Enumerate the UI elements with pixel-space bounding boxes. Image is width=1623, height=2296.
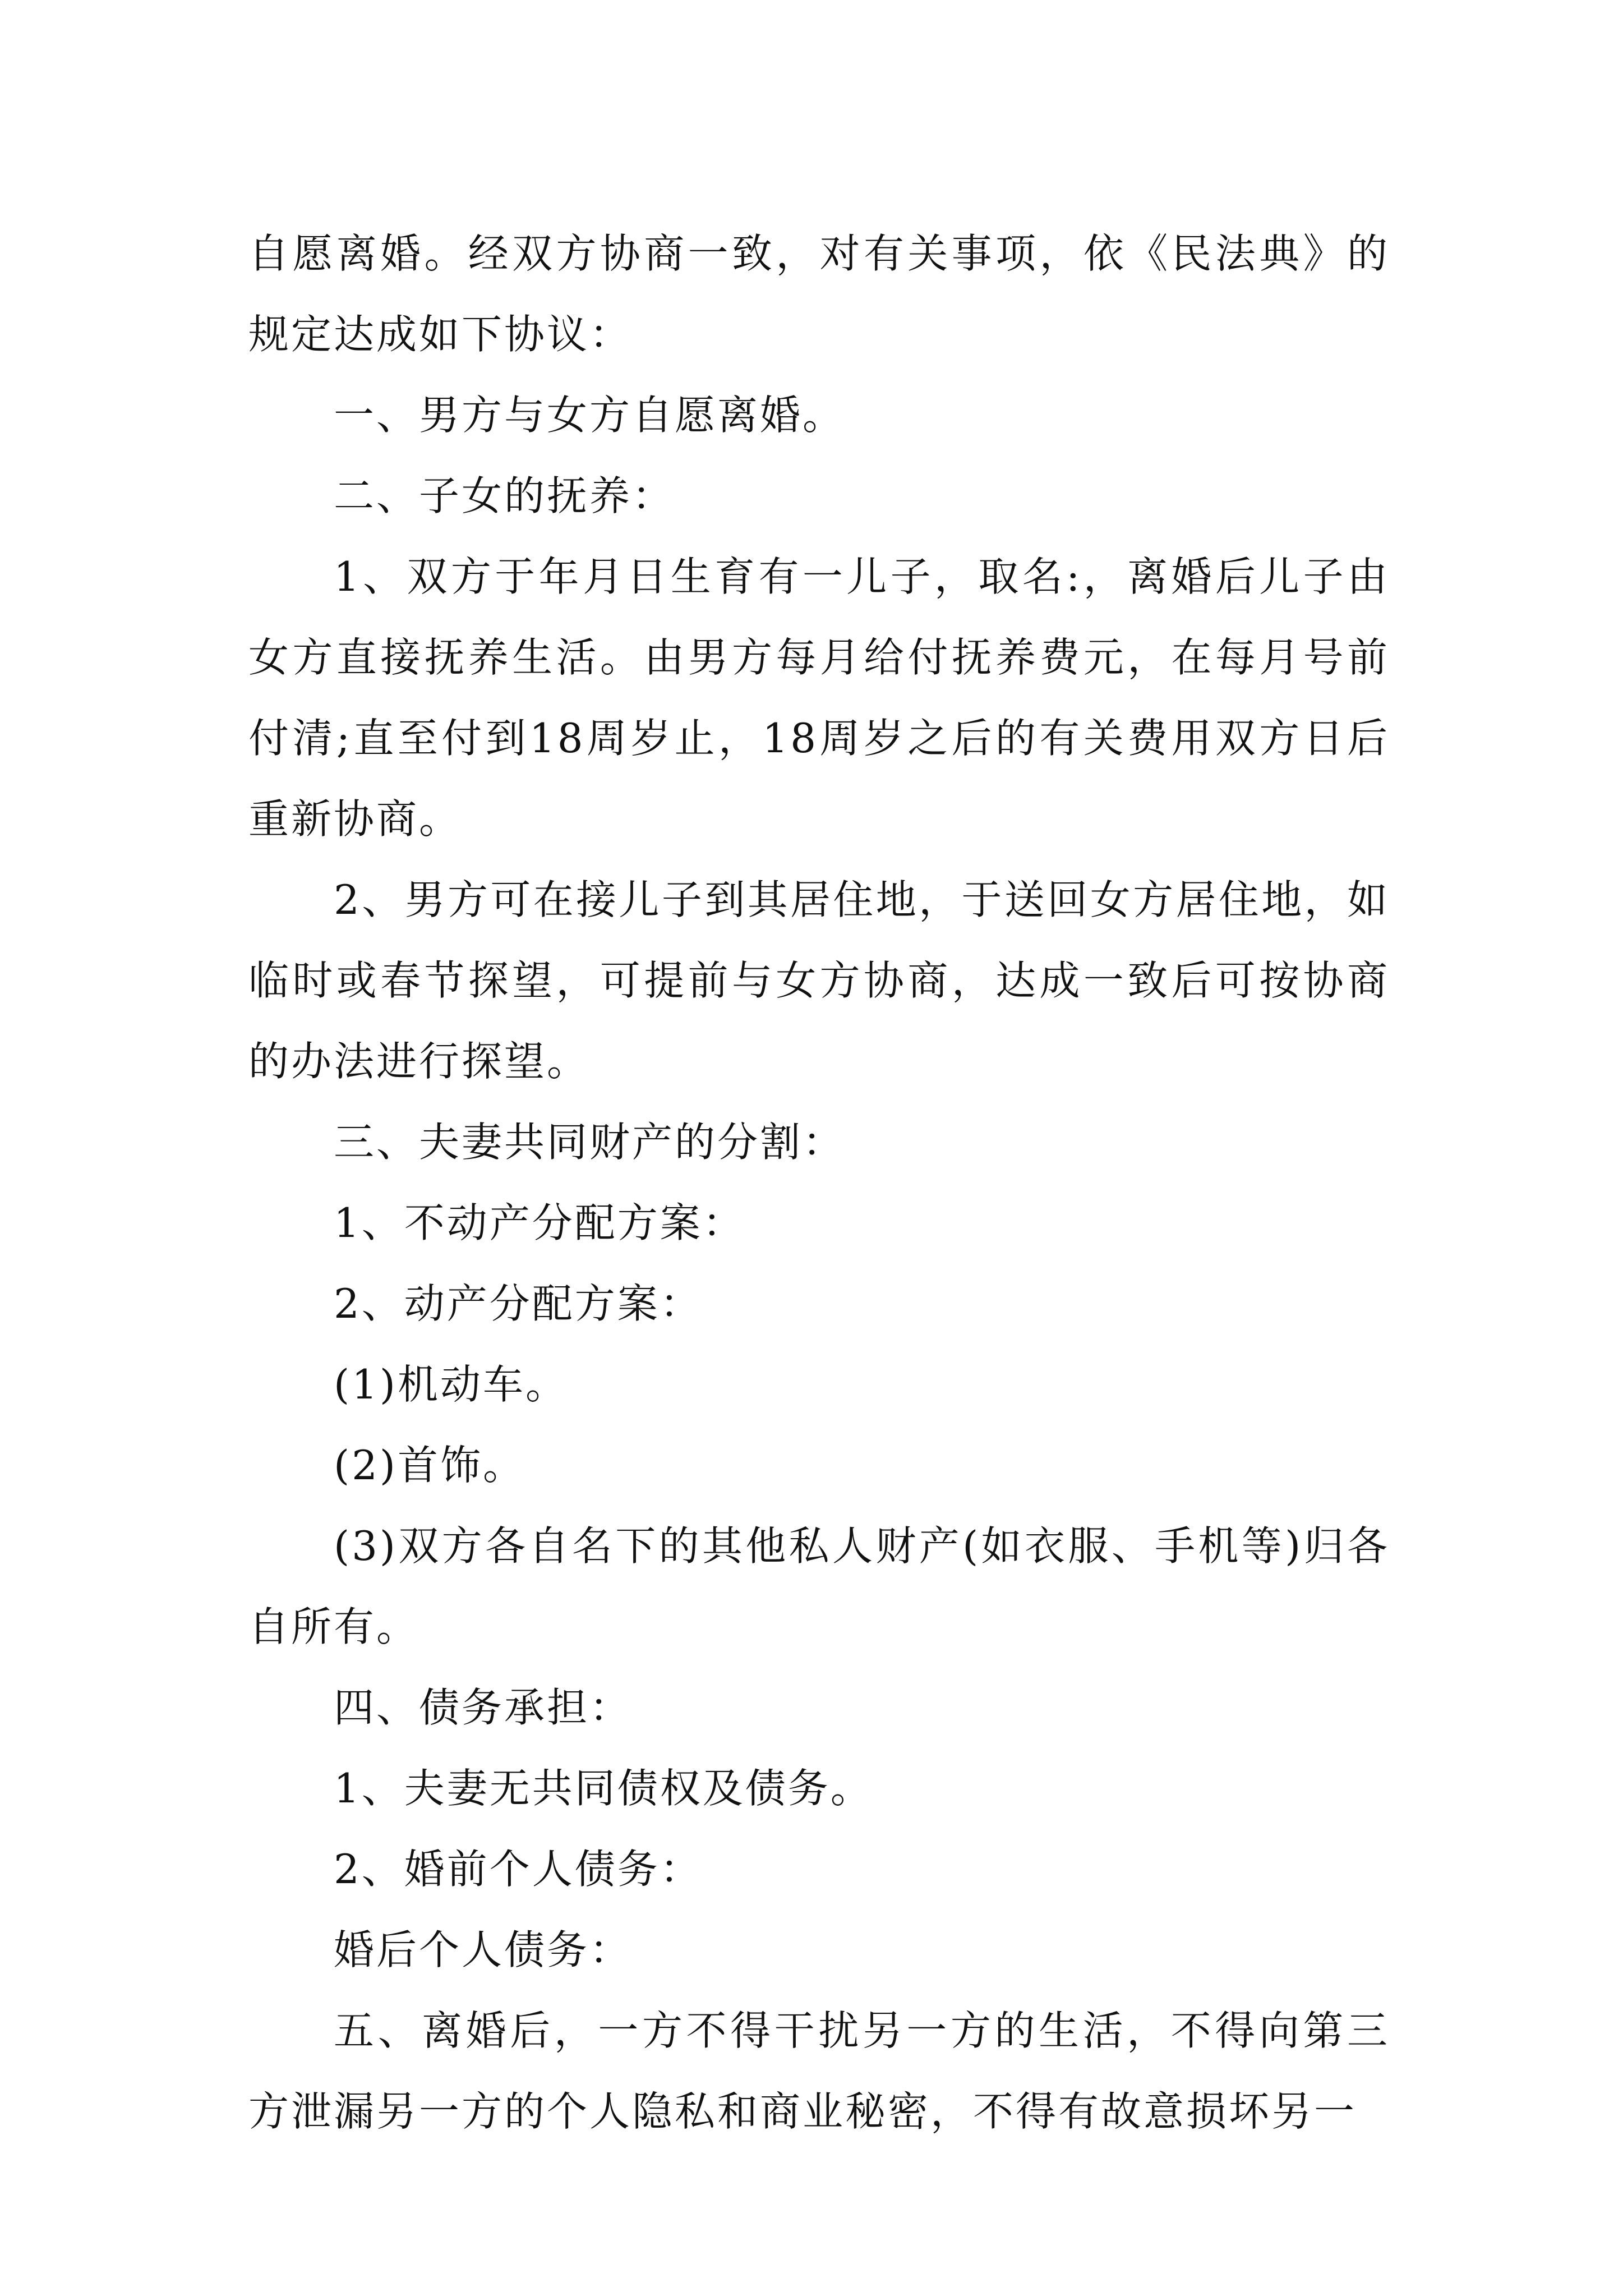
- paragraph-visitation: 2、男方可在接儿子到其居住地，于送回女方居住地，如临时或春节探望，可提前与女方协商，达成一致后可按协商的办法进行探望。: [248, 876, 1390, 1085]
- paragraph-personal-property: (3)双方各自名下的其他私人财产(如衣服、手机等)归各自所有。: [248, 1522, 1390, 1650]
- paragraph-clause-3-heading: 三、夫妻共同财产的分割：: [334, 1119, 846, 1166]
- paragraph-vehicle: (1)机动车。: [334, 1361, 568, 1408]
- paragraph-clause-4-heading: 四、债务承担：: [334, 1684, 633, 1731]
- paragraph-clause-5: 五、离婚后，一方不得干扰另一方的生活，不得向第三方泄漏另一方的个人隐私和商业秘密，不得有故意损坏另一: [248, 2007, 1390, 2135]
- paragraph-jewelry: (2)首饰。: [334, 1442, 525, 1489]
- paragraph-clause-2-heading: 二、子女的抚养：: [334, 472, 675, 519]
- paragraph-real-estate: 1、不动产分配方案：: [334, 1199, 745, 1246]
- paragraph-postmarital-debt: 婚后个人债务：: [334, 1926, 633, 1973]
- paragraph-movable-property: 2、动产分配方案：: [334, 1280, 703, 1327]
- paragraph-child-support: 1、双方于年月日生育有一儿子，取名:，离婚后儿子由女方直接抚养生活。由男方每月给付抚养费元，在每月号前付清;直至付到18周岁止，18周岁之后的有关费用双方日后重新协商。: [248, 553, 1390, 843]
- document-body: [248, 213, 1390, 2152]
- paragraph-clause-1: 一、男方与女方自愿离婚。: [334, 392, 846, 439]
- paragraph-premarital-debt: 2、婚前个人债务：: [334, 1846, 703, 1893]
- paragraph-opening: 自愿离婚。经双方协商一致，对有关事项，依《民法典》的规定达成如下协议：: [248, 230, 1390, 358]
- paragraph-no-joint-debt: 1、夫妻无共同债权及债务。: [334, 1765, 873, 1812]
